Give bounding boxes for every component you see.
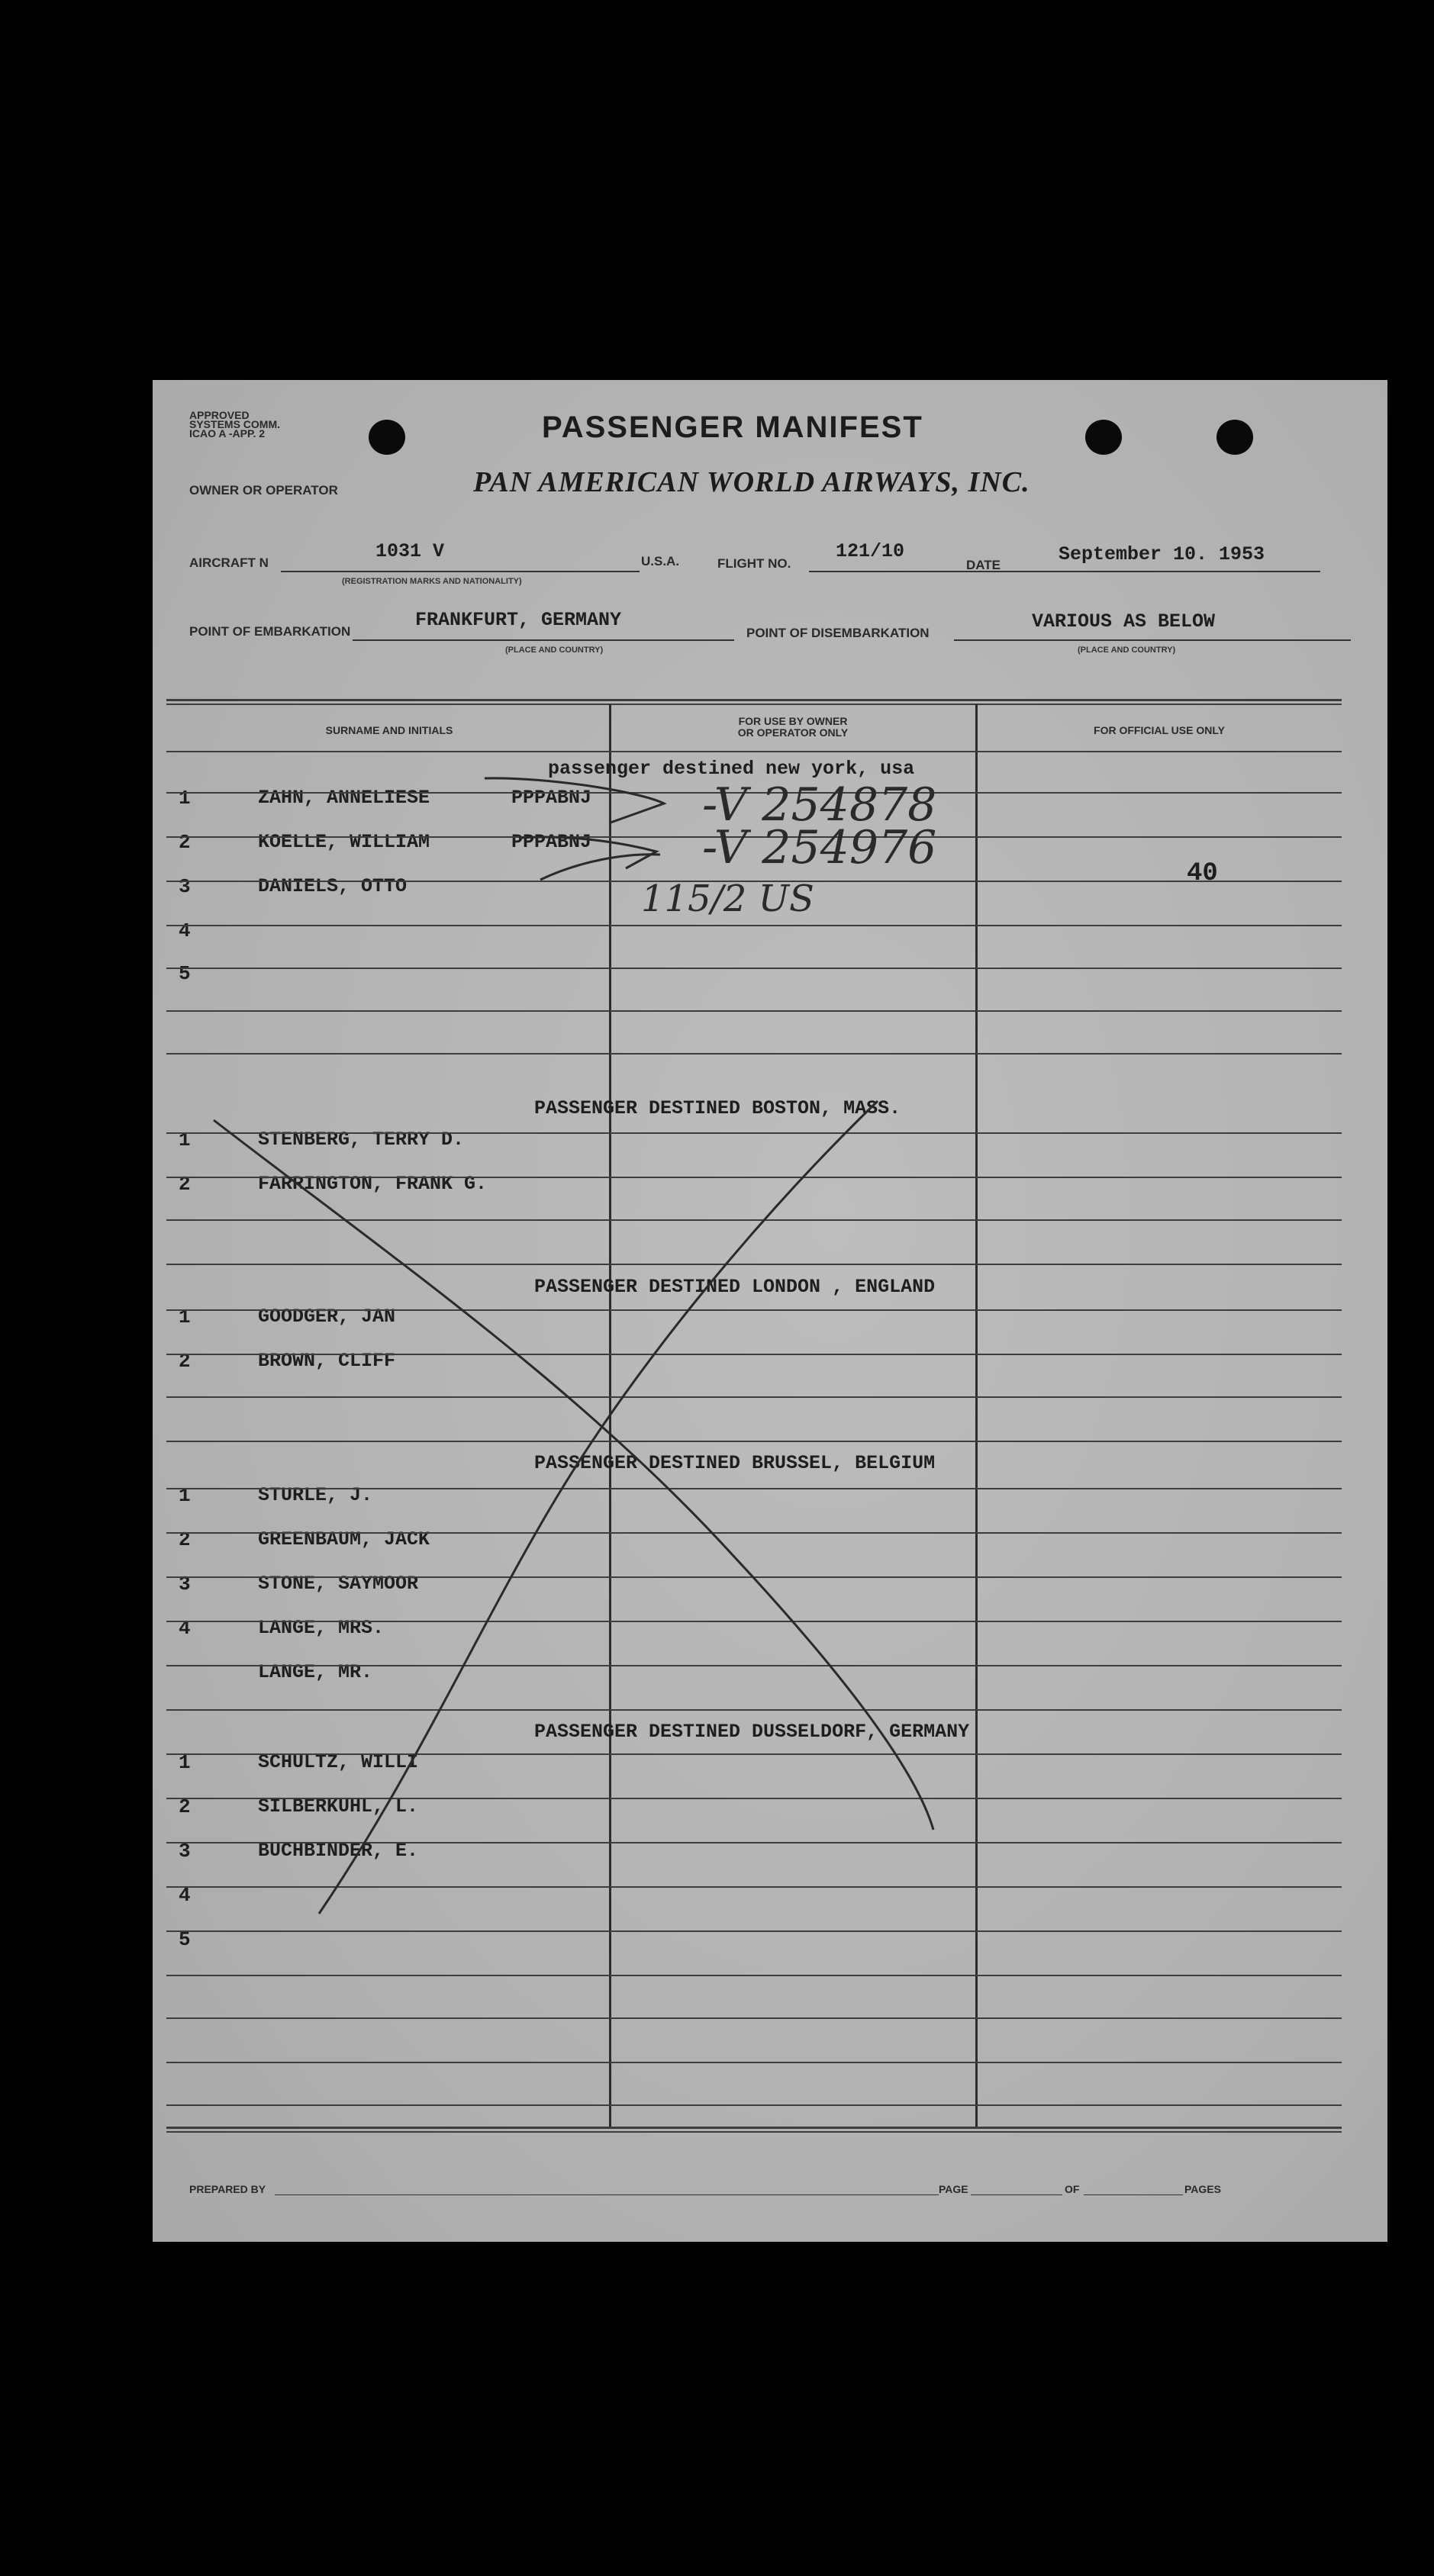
passenger-name: KOELLE, WILLIAM bbox=[258, 831, 430, 853]
official-count: 40 bbox=[1187, 859, 1218, 888]
passenger-name: STONE, SAYMOOR bbox=[258, 1573, 419, 1595]
passenger-name: LANGE, MR. bbox=[258, 1661, 373, 1683]
row-number: 2 bbox=[179, 1350, 191, 1373]
row-number: 1 bbox=[179, 1129, 191, 1151]
column-header-surname: SURNAME AND INITIALS bbox=[325, 724, 453, 736]
disembarkation-note: (PLACE AND COUNTRY) bbox=[1078, 646, 1176, 655]
row-number: 1 bbox=[179, 1306, 191, 1328]
aircraft-label: AIRCRAFT N bbox=[189, 555, 269, 570]
pen-strokes bbox=[153, 380, 1387, 2242]
large-x-stroke-1 bbox=[214, 1120, 936, 1830]
date-label: DATE bbox=[966, 558, 1001, 572]
row-number: 1 bbox=[179, 787, 191, 810]
handwritten-note-3: 115/2 US bbox=[641, 877, 814, 920]
passenger-name: GREENBAUM, JACK bbox=[258, 1528, 430, 1550]
section-heading-dusseldorf: PASSENGER DESTINED DUSSELDORF, GERMANY bbox=[534, 1721, 970, 1743]
row-number: 3 bbox=[179, 1840, 191, 1863]
manifest-page bbox=[153, 380, 1387, 2242]
flight-label: FLIGHT NO. bbox=[717, 556, 791, 571]
passenger-name: STENBERG, TERRY D. bbox=[258, 1129, 465, 1151]
row-number: 2 bbox=[179, 1173, 191, 1196]
passenger-name: FARRINGTON, FRANK G. bbox=[258, 1173, 488, 1195]
column-header-official: FOR OFFICIAL USE ONLY bbox=[1094, 724, 1225, 736]
passenger-name: DANIELS, OTTO bbox=[258, 875, 408, 897]
passenger-name: SILBERKUHL, L. bbox=[258, 1795, 419, 1818]
row-number: 2 bbox=[179, 1795, 191, 1818]
passenger-name: LANGE, MRS. bbox=[258, 1617, 385, 1639]
owner-label: OWNER OR OPERATOR bbox=[189, 483, 338, 497]
registration-note: (REGISTRATION MARKS AND NATIONALITY) bbox=[342, 577, 522, 586]
embarkation-note: (PLACE AND COUNTRY) bbox=[505, 646, 604, 655]
disembarkation-value: VARIOUS AS BELOW bbox=[1032, 610, 1216, 633]
column-header-owner: FOR USE BY OWNER OR OPERATOR ONLY bbox=[737, 715, 849, 739]
approval-note: APPROVED SYSTEMS COMM. ICAO A -APP. 2 bbox=[189, 409, 281, 440]
page-label: PAGE bbox=[939, 2183, 968, 2195]
passenger-name: SCHULTZ, WILLI bbox=[258, 1751, 419, 1773]
flight-number: 121/10 bbox=[836, 540, 905, 562]
disembarkation-label: POINT OF DISEMBARKATION bbox=[746, 626, 930, 640]
row-number: 4 bbox=[179, 919, 191, 942]
row-number: 4 bbox=[179, 1617, 191, 1640]
passenger-code: PPPABNJ bbox=[511, 831, 592, 853]
row-number: 5 bbox=[179, 1928, 191, 1951]
handwritten-ticket-2: -V 254976 bbox=[702, 821, 937, 874]
section-heading-london: PASSENGER DESTINED LONDON , ENGLAND bbox=[534, 1276, 936, 1298]
handwritten-ticket-1: -V 254878 bbox=[702, 778, 937, 832]
usa-label: U.S.A. bbox=[641, 554, 680, 568]
passenger-name: BROWN, CLIFF bbox=[258, 1350, 396, 1372]
pages-label: PAGES bbox=[1184, 2183, 1221, 2195]
section-heading-brussel: PASSENGER DESTINED BRUSSEL, BELGIUM bbox=[534, 1452, 936, 1474]
passenger-name: ZAHN, ANNELIESE bbox=[258, 787, 430, 809]
prepared-by-label: PREPARED BY bbox=[189, 2183, 266, 2195]
row-number: 1 bbox=[179, 1484, 191, 1507]
of-label: OF bbox=[1065, 2183, 1080, 2195]
row-number: 2 bbox=[179, 831, 191, 854]
embarkation-label: POINT OF EMBARKATION bbox=[189, 624, 351, 639]
check-mark-1 bbox=[485, 778, 664, 823]
page-title: PASSENGER MANIFEST bbox=[542, 411, 923, 444]
large-x-stroke-2 bbox=[319, 1101, 878, 1914]
row-number: 3 bbox=[179, 875, 191, 898]
row-number: 4 bbox=[179, 1884, 191, 1907]
passenger-name: STURLE, J. bbox=[258, 1484, 373, 1506]
embarkation-value: FRANKFURT, GERMANY bbox=[415, 609, 622, 631]
section-heading-new-york: passenger destined new york, usa bbox=[548, 758, 915, 780]
passenger-code: PPPABNJ bbox=[511, 787, 592, 809]
passenger-name: GOODGER, JAN bbox=[258, 1306, 396, 1328]
aircraft-number: 1031 V bbox=[375, 540, 445, 562]
section-heading-boston: PASSENGER DESTINED BOSTON, MASS. bbox=[534, 1097, 901, 1119]
date-value: September 10. 1953 bbox=[1059, 543, 1265, 565]
row-number: 2 bbox=[179, 1528, 191, 1551]
row-number: 1 bbox=[179, 1751, 191, 1774]
row-number: 3 bbox=[179, 1573, 191, 1596]
row-number: 5 bbox=[179, 962, 191, 985]
passenger-name: BUCHBINDER, E. bbox=[258, 1840, 419, 1862]
company-name: PAN AMERICAN WORLD AIRWAYS, INC. bbox=[473, 466, 1030, 498]
